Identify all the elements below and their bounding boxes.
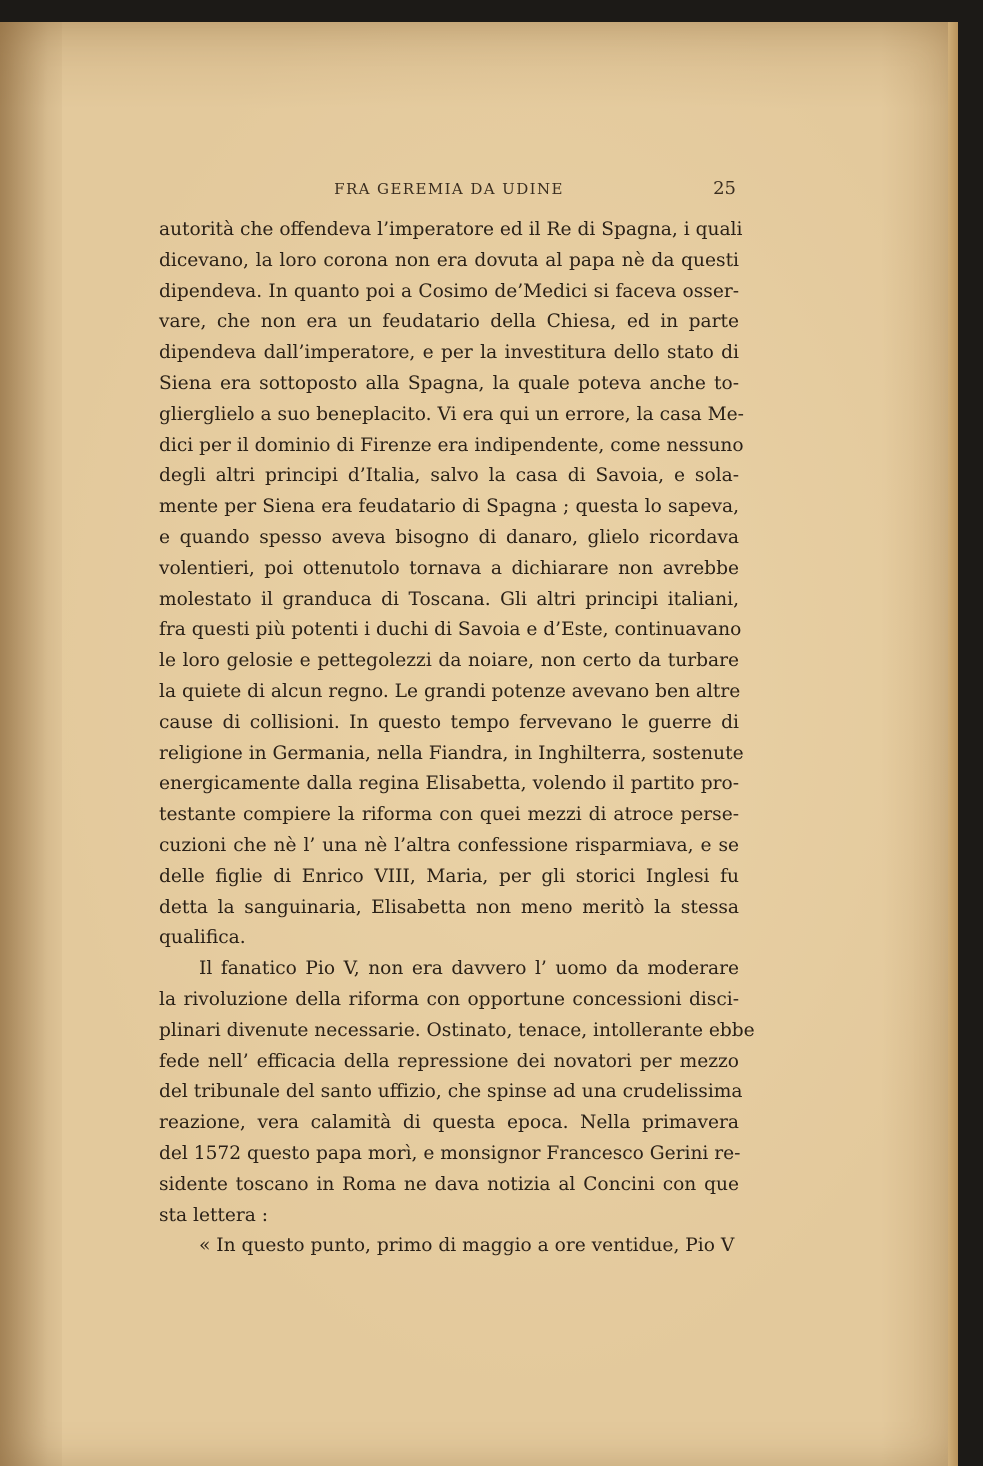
- text-line: autorità che offendeva l’imperatore ed il Re di Spagna, i quali: [159, 219, 743, 240]
- text-line: e quando spesso aveva bisogno di danaro, glielo ricordava: [159, 526, 739, 548]
- text-line: cuzioni che nè l’ una nè l’altra confessione risparmiava, e se: [159, 834, 739, 856]
- text-line: plinari divenute necessarie. Ostinato, tenace, intollerante ebbe: [159, 1019, 755, 1041]
- text-line: le loro gelosie e pettegolezzi da noiare, non certo da turbare: [159, 650, 739, 672]
- text-line: molestato il granduca di Toscana. Gli altri principi italiani,: [159, 588, 739, 610]
- text-line: dipendeva dall’imperatore, e per la investitura dello stato di: [159, 342, 739, 364]
- text-line: religione in Germania, nella Fiandra, in Inghilterra, sostenute: [159, 742, 744, 764]
- text-line: « In questo punto, primo di maggio a ore ventidue, Pio V: [199, 1235, 735, 1257]
- text-line: detta la sanguinaria, Elisabetta non meno meritò la stessa: [159, 896, 739, 918]
- text-line: del tribunale del santo uffizio, che spinse ad una crudelissima: [159, 1081, 743, 1103]
- text-line: reazione, vera calamità di questa epoca. Nella primavera: [159, 1112, 739, 1134]
- text-line: delle figlie di Enrico VIII, Maria, per gli storici Inglesi fu: [159, 865, 739, 887]
- text-line: la quiete di alcun regno. Le grandi potenze avevano ben altre: [159, 680, 741, 702]
- running-title: FRA GEREMIA DA UDINE: [334, 180, 564, 198]
- text-line: del 1572 questo papa morì, e monsignor Francesco Gerini re-: [159, 1142, 741, 1164]
- paragraph: [159, 1231, 739, 1262]
- text-line: dipendeva. In quanto poi a Cosimo de’Medici si faceva osser-: [159, 280, 739, 302]
- text-line: dici per il dominio di Firenze era indipendente, come nessuno: [159, 434, 744, 456]
- text-line: Il fanatico Pio V, non era davvero l’ uomo da moderare: [199, 958, 739, 980]
- text-line: degli altri principi d’Italia, salvo la casa di Savoia, e sola-: [159, 465, 739, 487]
- paragraph: [159, 215, 744, 954]
- paragraph: [159, 954, 755, 1231]
- running-header: [160, 176, 738, 202]
- page-gutter-shadow: [0, 22, 62, 1466]
- text-line: glierglielo a suo beneplacito. Vi era qui un errore, la casa Me-: [159, 403, 744, 425]
- text-line: sidente toscano in Roma ne dava notizia al Concini con que: [159, 1173, 739, 1195]
- text-line: testante compiere la riforma con quei mezzi di atroce perse-: [159, 804, 739, 826]
- text-line: fra questi più potenti i duchi di Savoia e d’Este, continuavano: [159, 619, 742, 641]
- page-number: 25: [713, 178, 736, 199]
- text-line: fede nell’ efficacia della repressione dei novatori per mezzo: [159, 1050, 739, 1072]
- text-line: vare, che non era un feudatario della Chiesa, ed in parte: [159, 311, 739, 333]
- text-line: dicevano, la loro corona non era dovuta al papa nè da questi: [159, 249, 739, 271]
- body-text: [159, 215, 755, 1262]
- text-line: qualifica.: [159, 927, 246, 949]
- text-line: sta lettera :: [159, 1204, 269, 1226]
- text-line: mente per Siena era feudatario di Spagna ; questa lo sapeva,: [159, 496, 739, 518]
- text-line: Siena era sottoposto alla Spagna, la quale poteva anche to-: [159, 372, 739, 394]
- page-edge: [948, 22, 958, 1466]
- text-line: energicamente dalla regina Elisabetta, volendo il partito pro-: [159, 773, 739, 795]
- text-line: volentieri, poi ottenutolo tornava a dichiarare non avrebbe: [159, 557, 739, 579]
- text-line: la rivoluzione della riforma con opportune concessioni disci-: [159, 988, 739, 1010]
- text-line: cause di collisioni. In questo tempo fervevano le guerre di: [159, 711, 739, 733]
